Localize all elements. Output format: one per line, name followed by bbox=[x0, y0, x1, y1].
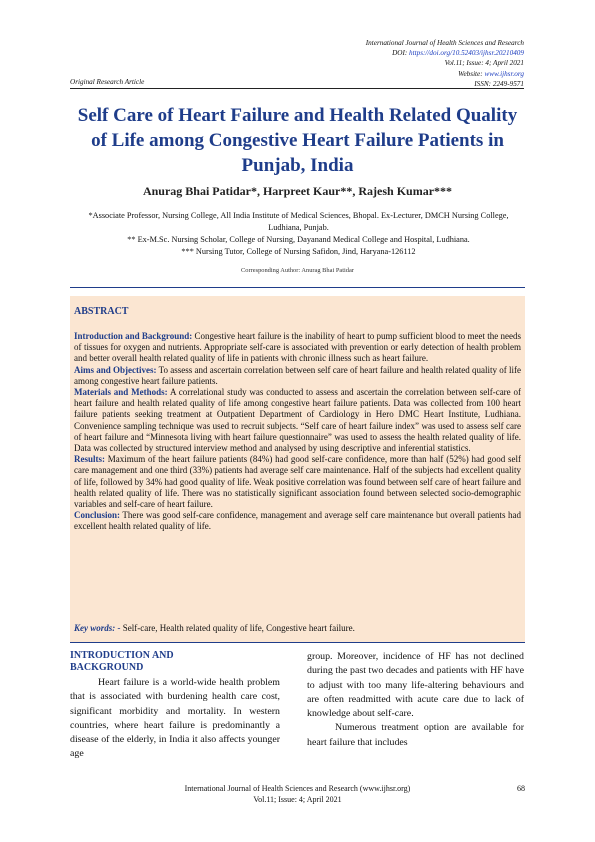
paper-title: Self Care of Heart Failure and Health Related Quality of Life among Congestive Heart Failure Patients in Punjab, India bbox=[77, 105, 518, 176]
header-divider bbox=[70, 88, 524, 89]
corresponding-author: Corresponding Author: Anurag Bhai Patidar bbox=[241, 267, 354, 274]
page-number: 68 bbox=[517, 784, 525, 793]
footer-volume: Vol.11; Issue: 4; April 2021 bbox=[253, 794, 342, 804]
doi-link[interactable]: https://doi.org/10.52403/ijhsr.20210409 bbox=[409, 49, 524, 58]
body-column-left bbox=[70, 650, 280, 762]
affiliation-1: *Associate Professor, Nursing College, All India Institute of Medical Sciences, Bhopal. Ex-Lecturer, DMCH Nursing College, Ludhiana, Punjab. bbox=[88, 211, 509, 232]
abstract-top-rule bbox=[70, 287, 525, 288]
section-heading: INTRODUCTION AND BACKGROUND bbox=[70, 650, 174, 673]
abstract-intro: Introduction and Background: Congestive heart failure is the inability of heart to pump sufficient blood to meet the needs of tissues for oxygen and nutrients. Appropriate self-care is associated with prevention or early detection of health problem and better overall health related quality of life in patients with chronic illness such as heart failure. bbox=[74, 331, 521, 364]
footer-journal: International Journal of Health Sciences and Research (www.ijhsr.org) bbox=[184, 784, 411, 793]
abstract-bottom-rule bbox=[70, 642, 525, 643]
body-column-right bbox=[307, 650, 524, 750]
article-type: Original Research Article bbox=[70, 78, 145, 86]
page-footer bbox=[70, 784, 525, 805]
journal-name: International Journal of Health Sciences and Research bbox=[365, 39, 524, 47]
paragraph: Heart failure is a world-wide health problem that is associated with burdening health care cost, significant morbidity and mortality. In western countries, where heart failure is predominantly a disease of the elderly, in India it also affects younger age bbox=[70, 677, 280, 760]
keywords: Key words: - Self-care, Health related quality of life, Congestive heart failure. bbox=[74, 623, 355, 633]
paragraph: group. Moreover, incidence of HF has not declined during the past two decades and patients with HF have to adjust with too many life-altering behaviours and are often readmitted with acute care due to lack of knowledge about self-care. bbox=[307, 651, 524, 720]
abstract-results: Results: Maximum of the heart failure patients (84%) had good self-care confidence, more than half (52%) had good self care management and one third (33%) patients had average self care maintenance. Half of the subjects had excellent quality of life, followed by 34% had good quality of life. Weak positive correlation was found between self care of heart failure and health related quality of life. There was no statistically significant association found between selected socio-demographic variables and self-care of heart failure. bbox=[74, 454, 521, 510]
doi-line: DOI: https://doi.org/10.52403/ijhsr.20210409 bbox=[392, 49, 524, 58]
journal-header bbox=[204, 38, 524, 89]
abstract-methods: Materials and Methods: A correlational study was conducted to assess and ascertain the correlation between self-care of heart failure and health related quality of life among congestive heart failure patients. Data was collected from 100 heart failure patients seeking treatment at Outpatient Department of Cardiology in Hero DMC Heart Institute, Ludhiana. Convenience sampling technique was used to recruit subjects. “Self care of heart failure index” was used to assess self care of heart failure and “Minnesota living with heart failure questionnaire” was used to assess the health related quality of life. Data was collected by structured interview method and analysed by using descriptive and inferential statistics. bbox=[74, 387, 521, 454]
volume-issue: Vol.11; Issue: 4; April 2021 bbox=[444, 59, 524, 68]
affiliations bbox=[76, 210, 521, 258]
abstract-heading: ABSTRACT bbox=[74, 306, 129, 317]
website-line: Website: www.ijhsr.org bbox=[458, 69, 524, 78]
abstract-aims: Aims and Objectives: To assess and ascertain correlation between self care of heart failure and health related quality of life among congestive heart failure patients. bbox=[74, 364, 521, 386]
affiliation-3: *** Nursing Tutor, College of Nursing Safidon, Jind, Haryana-126112 bbox=[181, 247, 416, 256]
abstract-conclusion: Conclusion: There was good self-care confidence, management and average self care maintenance but overall patients had excellent health related quality of life. bbox=[74, 510, 521, 532]
paragraph: Numerous treatment option are available for heart failure that includes bbox=[307, 722, 524, 748]
affiliation-2: ** Ex-M.Sc. Nursing Scholar, College of Nursing, Dayanand Medical College and Hospital, Ludhiana. bbox=[127, 235, 470, 244]
abstract-body bbox=[74, 331, 521, 533]
issn: ISSN: 2249-9571 bbox=[474, 79, 524, 88]
author-list: Anurag Bhai Patidar*, Harpreet Kaur**, Rajesh Kumar*** bbox=[142, 184, 453, 198]
website-link[interactable]: www.ijhsr.org bbox=[484, 69, 524, 78]
